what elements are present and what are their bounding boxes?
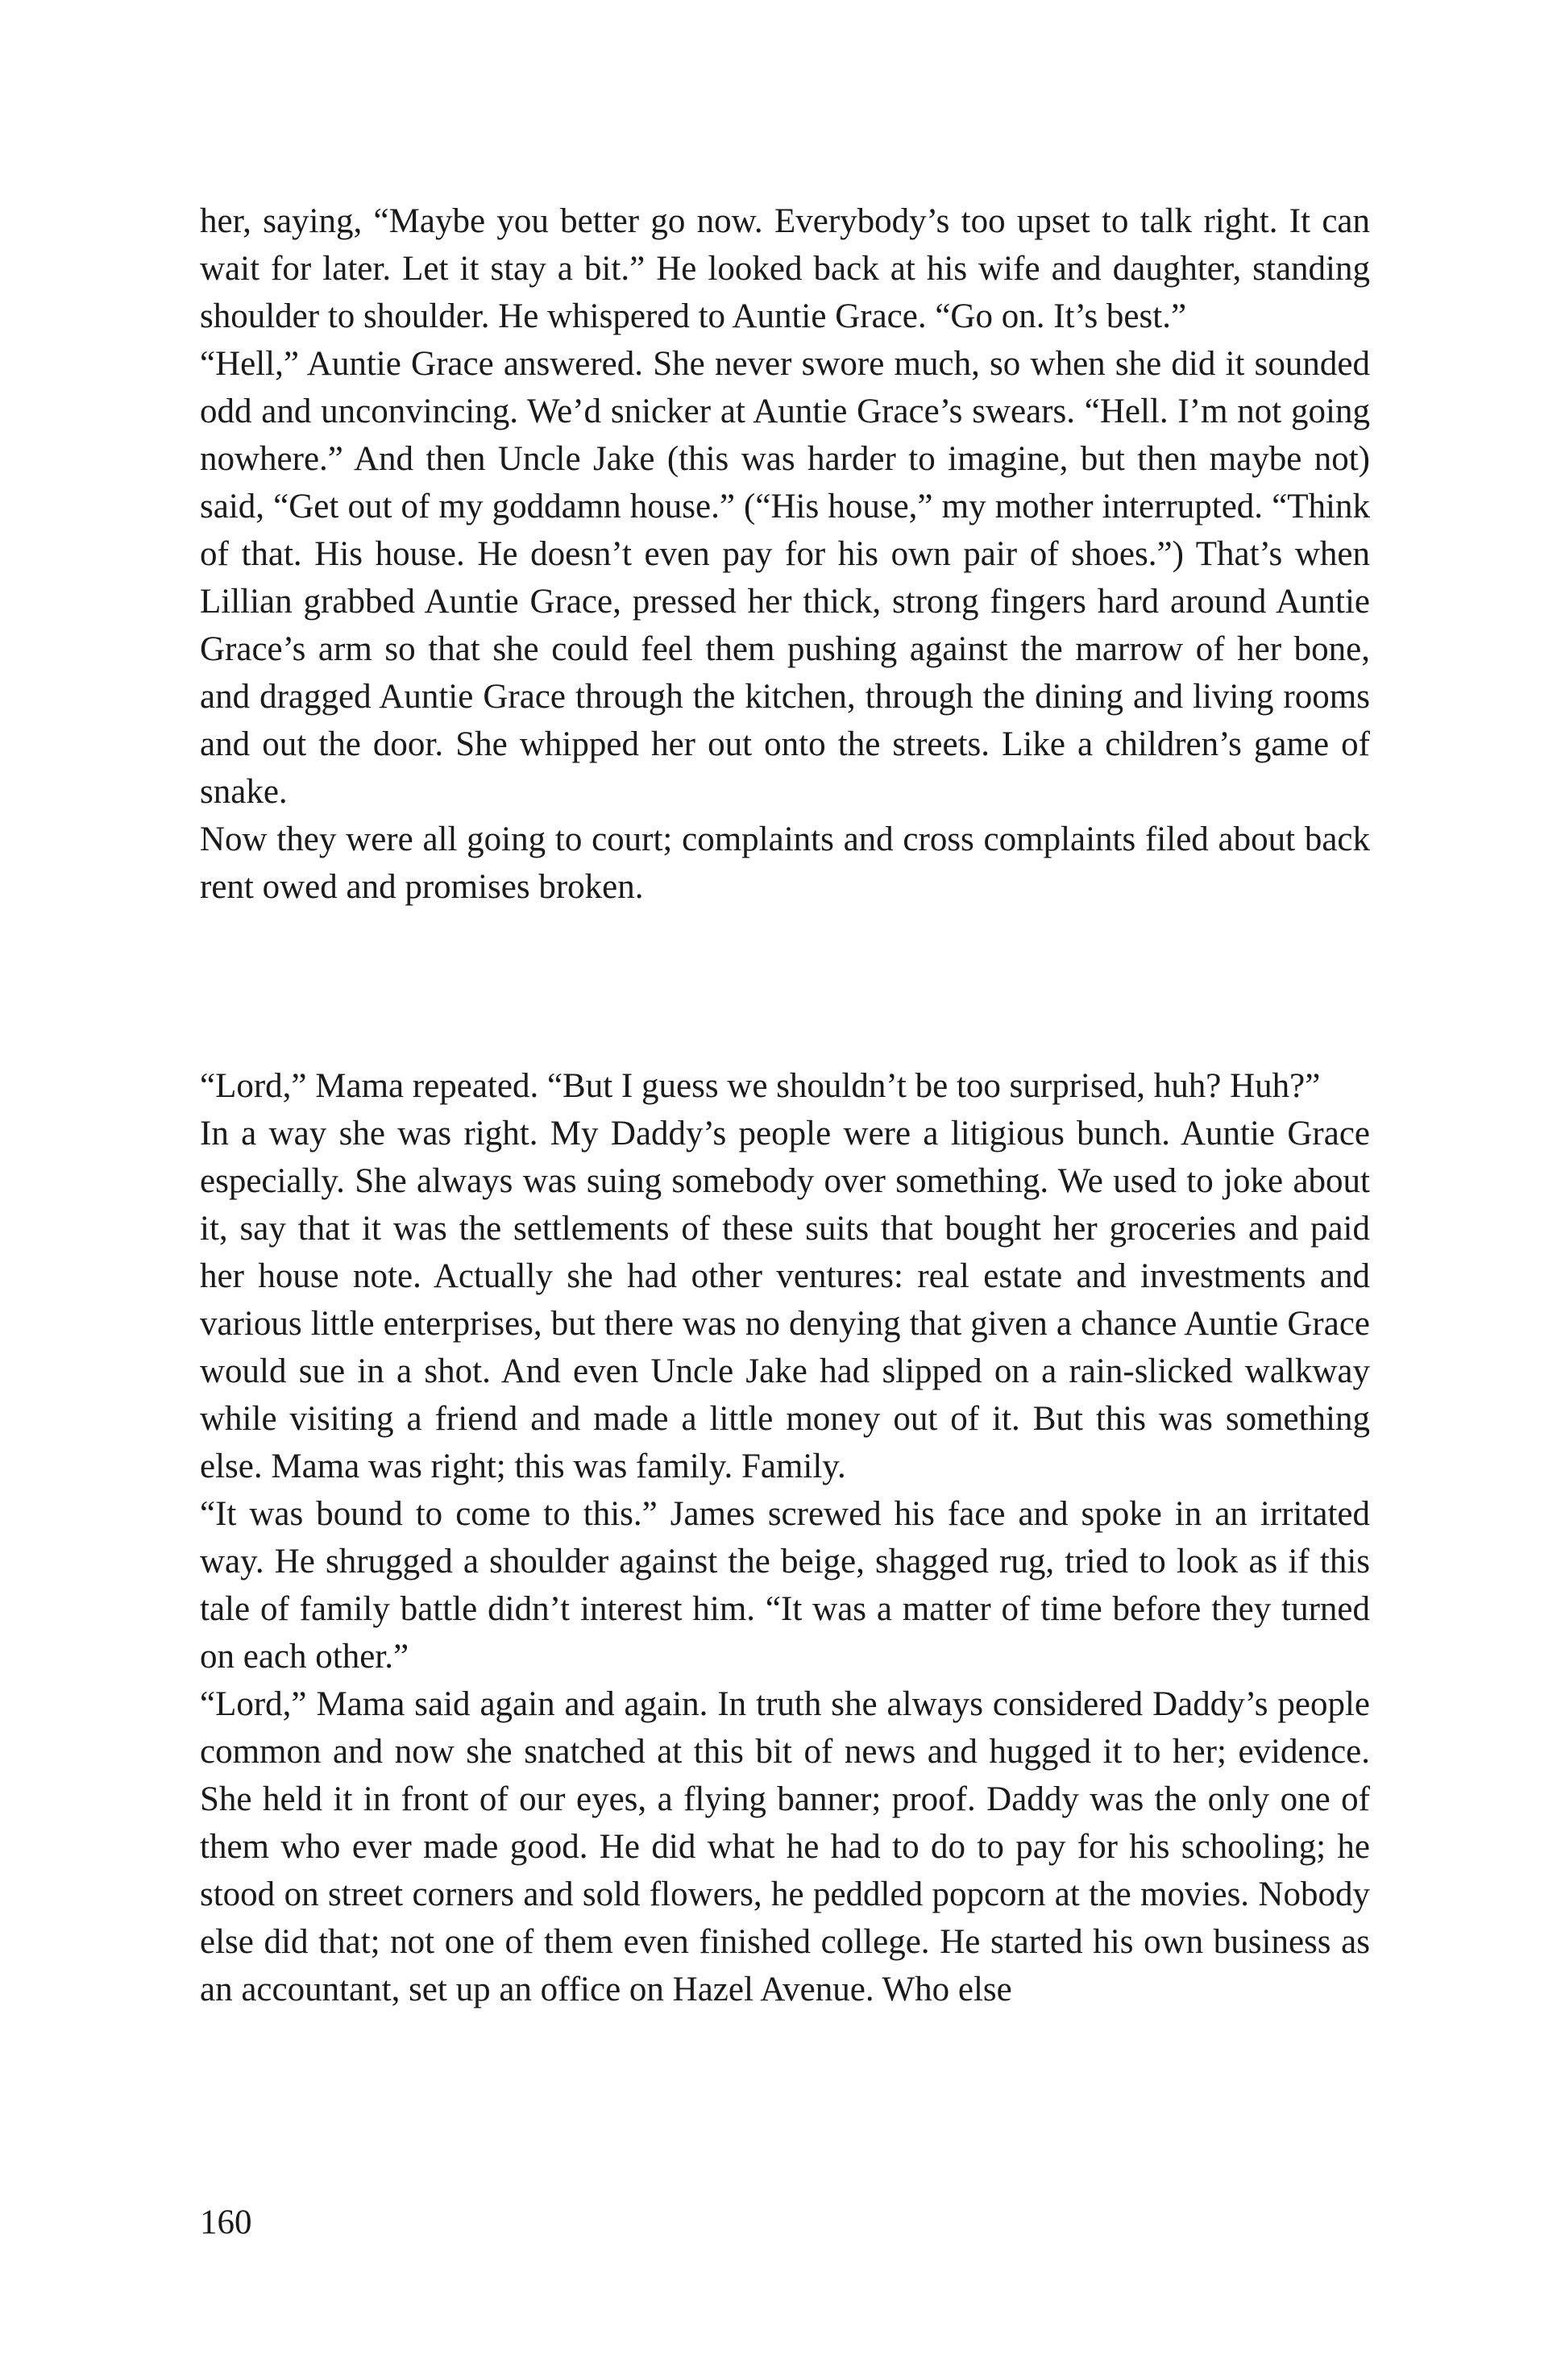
paragraph: “It was bound to come to this.” James screwed his face and spoke in an irritated way. He shrugged a shoulder against the beige, shagged rug, tried to look as if this tale of family battle didn’t interest him. “It was a matter of time before they turned on each other.” xyxy=(200,1495,1370,1676)
paragraph: her, saying, “Maybe you better go now. Everybody’s too upset to talk right. It can wait for later. Let it stay a bit.” He looked back at his wife and daughter, standing shoulder to shoulder. He whispered to Auntie Grace. “Go on. It’s best.” xyxy=(200,202,1370,335)
text-section-two xyxy=(200,1062,1370,2013)
page-number: 160 xyxy=(200,2203,252,2241)
paragraph: Now they were all going to court; complaints and cross complaints filed about back rent owed and promises broken. xyxy=(200,820,1370,906)
text-section-one xyxy=(200,197,1370,911)
paragraph: “Lord,” Mama said again and again. In truth she always considered Daddy’s people common and now she snatched at this bit of news and hugged it to her; evidence. She held it in front of our eyes, a flying banner; proof. Daddy was the only one of them who ever made good. He did what he had to do to pay for his schooling; he stood on street corners and sold flowers, he peddled popcorn at the movies. Nobody else did that; not one of them even finished college. He started his own business as an accountant, set up an office on Hazel Avenue. Who else xyxy=(200,1685,1370,2008)
paragraph: “Lord,” Mama repeated. “But I guess we shouldn’t be too surprised, huh? Huh?” xyxy=(200,1067,1321,1105)
paragraph: In a way she was right. My Daddy’s people were a litigious bunch. Auntie Grace especially. She always was suing somebody over something. We used to joke about it, say that it was the settlements of these suits that bought her groceries and paid her house note. Actually she had other ventures: real estate and investments and various little enterprises, but there was no denying that given a chance Auntie Grace would sue in a shot. And even Uncle Jake had slipped on a rain-slicked walkway while visiting a friend and made a little money out of it. But this was something else. Mama was right; this was family. Family. xyxy=(200,1115,1370,1485)
paragraph: “Hell,” Auntie Grace answered. She never swore much, so when she did it sounded odd and unconvincing. We’d snicker at Auntie Grace’s swears. “Hell. I’m not going nowhere.” And then Uncle Jake (this was harder to imagine, but then maybe not) said, “Get out of my goddamn house.” (“His house,” my mother interrupted. “Think of that. His house. He doesn’t even pay for his own pair of shoes.”) That’s when Lillian grabbed Auntie Grace, pressed her thick, strong fingers hard around Auntie Grace’s arm so that she could feel them pushing against the marrow of her bone, and dragged Auntie Grace through the kitchen, through the dining and living rooms and out the door. She whipped her out onto the streets. Like a children’s game of snake. xyxy=(200,345,1370,811)
